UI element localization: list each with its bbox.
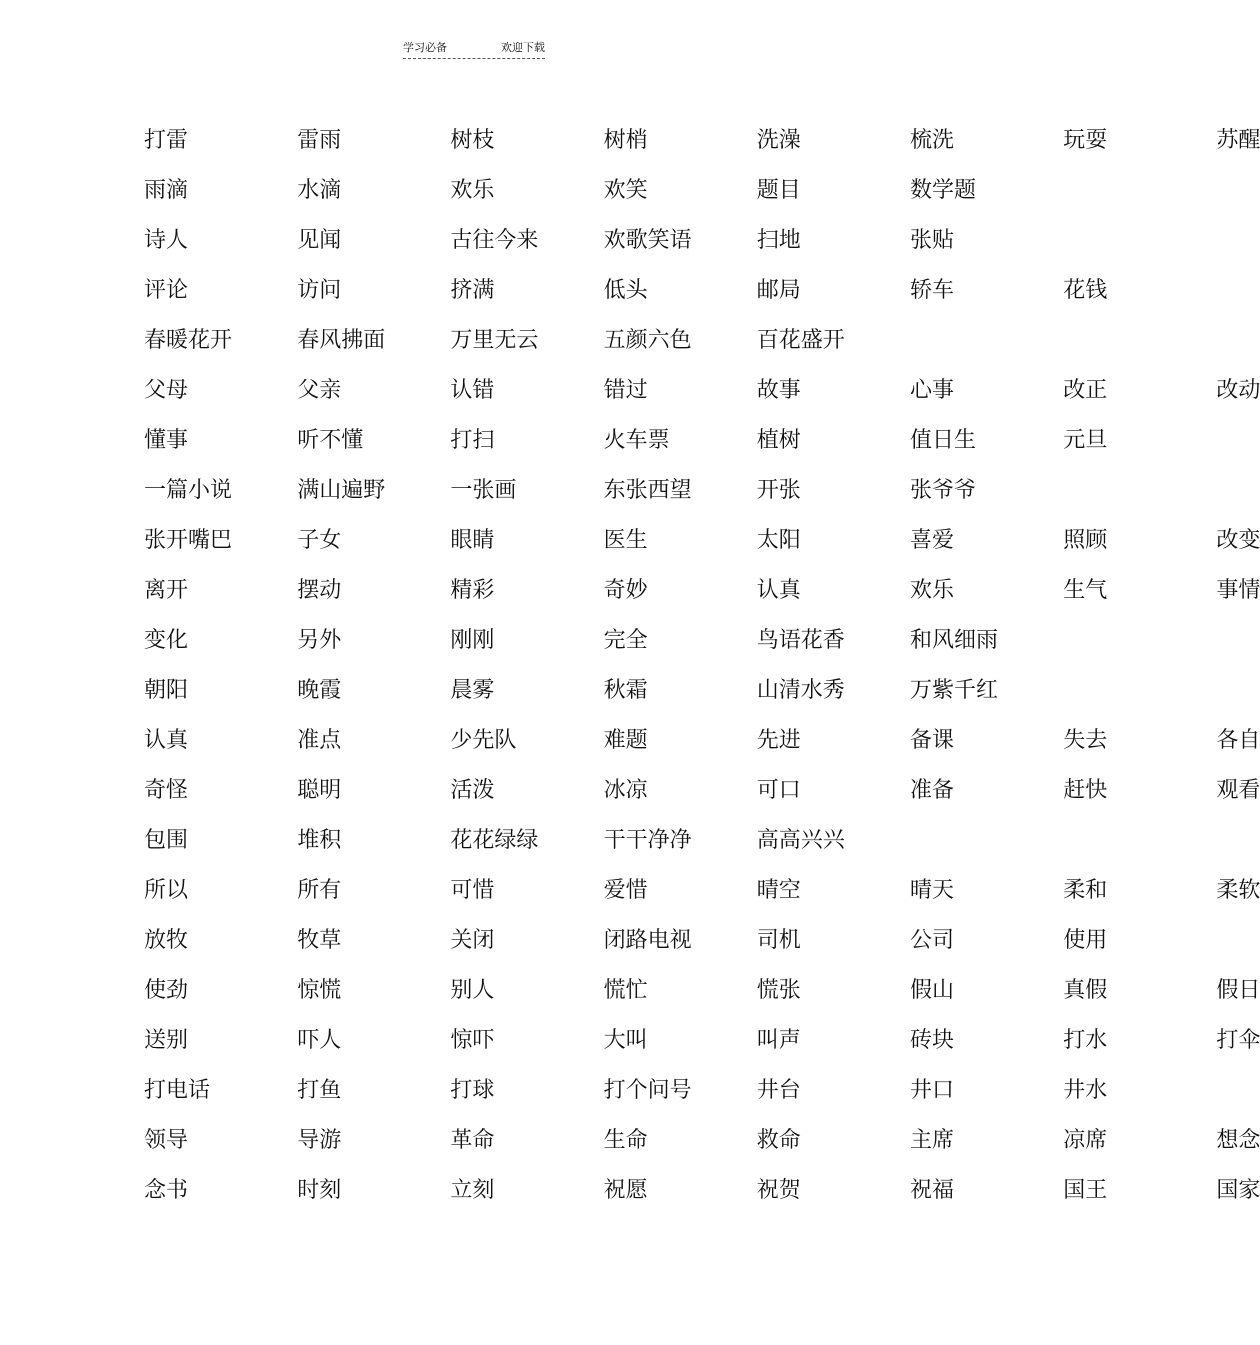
vocabulary-word: 打雷 [144, 128, 189, 153]
vocabulary-word: 晴空 [756, 878, 801, 903]
vocabulary-word: 玩耍 [1063, 128, 1108, 153]
vocabulary-word: 满山遍野 [297, 478, 386, 503]
vocabulary-word: 时刻 [297, 1178, 342, 1203]
vocabulary-word: 领导 [144, 1128, 189, 1153]
vocabulary-word: 别人 [450, 978, 495, 1003]
vocabulary-word: 春风拂面 [297, 328, 386, 353]
vocabulary-word: 慌张 [756, 978, 801, 1003]
page-header [403, 40, 545, 59]
vocabulary-word: 改变 [1216, 528, 1260, 553]
vocabulary-word: 诗人 [144, 228, 189, 253]
vocabulary-word: 树枝 [450, 128, 495, 153]
vocabulary-word: 真假 [1063, 978, 1108, 1003]
vocabulary-word: 苏醒 [1216, 128, 1260, 153]
word-line [144, 622, 999, 672]
vocabulary-word: 高高兴兴 [756, 828, 845, 853]
vocabulary-word: 国家 [1216, 1178, 1260, 1203]
word-line [144, 922, 1108, 972]
vocabulary-word: 先进 [756, 728, 801, 753]
vocabulary-word: 闭路电视 [603, 928, 692, 953]
vocabulary-word: 砖块 [910, 1028, 955, 1053]
vocabulary-word: 叫声 [756, 1028, 801, 1053]
vocabulary-word: 吓人 [297, 1028, 342, 1053]
vocabulary-word: 公司 [910, 928, 955, 953]
vocabulary-word: 放牧 [144, 928, 189, 953]
word-line [144, 1172, 1260, 1222]
vocabulary-word: 国王 [1063, 1178, 1108, 1203]
word-line [144, 372, 1260, 422]
word-line [144, 522, 1260, 572]
vocabulary-word: 生命 [603, 1128, 648, 1153]
vocabulary-word: 访问 [297, 278, 342, 303]
vocabulary-word: 五颜六色 [603, 328, 692, 353]
vocabulary-word: 慌忙 [603, 978, 648, 1003]
vocabulary-word: 东张西望 [603, 478, 692, 503]
word-line [144, 422, 1108, 472]
vocabulary-word: 假日 [1216, 978, 1260, 1003]
vocabulary-word: 心事 [910, 378, 955, 403]
vocabulary-word: 认错 [450, 378, 495, 403]
vocabulary-word: 晴天 [910, 878, 955, 903]
word-line [144, 672, 999, 722]
vocabulary-word: 完全 [603, 628, 648, 653]
vocabulary-word: 离开 [144, 578, 189, 603]
vocabulary-word: 和风细雨 [910, 628, 999, 653]
vocabulary-word: 故事 [756, 378, 801, 403]
word-line [144, 472, 977, 522]
vocabulary-word: 挤满 [450, 278, 495, 303]
vocabulary-word: 雷雨 [297, 128, 342, 153]
vocabulary-word: 惊吓 [450, 1028, 495, 1053]
vocabulary-word: 大叫 [603, 1028, 648, 1053]
vocabulary-word: 聪明 [297, 778, 342, 803]
vocabulary-word: 轿车 [910, 278, 955, 303]
word-line [144, 172, 977, 222]
vocabulary-word: 父亲 [297, 378, 342, 403]
vocabulary-word: 古往今来 [450, 228, 539, 253]
vocabulary-list [144, 122, 1260, 1222]
vocabulary-word: 喜爱 [910, 528, 955, 553]
vocabulary-word: 一篇小说 [144, 478, 233, 503]
vocabulary-word: 张开嘴巴 [144, 528, 233, 553]
vocabulary-word: 欢乐 [450, 178, 495, 203]
vocabulary-word: 元旦 [1063, 428, 1108, 453]
vocabulary-word: 秋霜 [603, 678, 648, 703]
vocabulary-word: 张贴 [910, 228, 955, 253]
vocabulary-word: 冰凉 [603, 778, 648, 803]
vocabulary-word: 雨滴 [144, 178, 189, 203]
vocabulary-word: 值日生 [910, 428, 977, 453]
vocabulary-word: 事情 [1216, 578, 1260, 603]
vocabulary-word: 观看 [1216, 778, 1260, 803]
vocabulary-word: 眼睛 [450, 528, 495, 553]
word-line [144, 772, 1260, 822]
vocabulary-word: 欢笑 [603, 178, 648, 203]
word-line [144, 322, 904, 372]
word-line [144, 1072, 1108, 1122]
vocabulary-word: 花花绿绿 [450, 828, 539, 853]
vocabulary-word: 可惜 [450, 878, 495, 903]
vocabulary-word: 使用 [1063, 928, 1108, 953]
vocabulary-word: 子女 [297, 528, 342, 553]
header-left-text: 学习必备 [403, 41, 447, 54]
word-line [144, 872, 1260, 922]
vocabulary-word: 植树 [756, 428, 801, 453]
vocabulary-word: 使劲 [144, 978, 189, 1003]
vocabulary-word: 题目 [756, 178, 801, 203]
vocabulary-word: 革命 [450, 1128, 495, 1153]
vocabulary-word: 摆动 [297, 578, 342, 603]
vocabulary-word: 邮局 [756, 278, 801, 303]
vocabulary-word: 懂事 [144, 428, 189, 453]
word-line [144, 1022, 1260, 1072]
vocabulary-word: 可口 [756, 778, 801, 803]
word-line [144, 122, 1260, 172]
vocabulary-word: 见闻 [297, 228, 342, 253]
vocabulary-word: 听不懂 [297, 428, 364, 453]
word-line [144, 272, 1108, 322]
vocabulary-word: 备课 [910, 728, 955, 753]
vocabulary-word: 鸟语花香 [756, 628, 845, 653]
word-line [144, 822, 904, 872]
vocabulary-word: 救命 [756, 1128, 801, 1153]
vocabulary-word: 改动 [1216, 378, 1260, 403]
vocabulary-word: 各自 [1216, 728, 1260, 753]
vocabulary-word: 牧草 [297, 928, 342, 953]
vocabulary-word: 朝阳 [144, 678, 189, 703]
vocabulary-word: 洗澡 [756, 128, 801, 153]
vocabulary-word: 导游 [297, 1128, 342, 1153]
vocabulary-word: 干干净净 [603, 828, 692, 853]
vocabulary-word: 晚霞 [297, 678, 342, 703]
vocabulary-word: 想念 [1216, 1128, 1260, 1153]
vocabulary-word: 张爷爷 [910, 478, 977, 503]
vocabulary-word: 爱惜 [603, 878, 648, 903]
vocabulary-word: 花钱 [1063, 278, 1108, 303]
word-line [144, 572, 1260, 622]
vocabulary-word: 假山 [910, 978, 955, 1003]
vocabulary-word: 变化 [144, 628, 189, 653]
vocabulary-word: 所有 [297, 878, 342, 903]
vocabulary-word: 主席 [910, 1128, 955, 1153]
vocabulary-word: 认真 [756, 578, 801, 603]
vocabulary-word: 开张 [756, 478, 801, 503]
vocabulary-word: 树梢 [603, 128, 648, 153]
vocabulary-word: 堆积 [297, 828, 342, 853]
vocabulary-word: 柔和 [1063, 878, 1108, 903]
word-line [144, 972, 1260, 1022]
vocabulary-word: 准备 [910, 778, 955, 803]
vocabulary-word: 赶快 [1063, 778, 1108, 803]
vocabulary-word: 医生 [603, 528, 648, 553]
vocabulary-word: 认真 [144, 728, 189, 753]
vocabulary-word: 精彩 [450, 578, 495, 603]
vocabulary-word: 打个问号 [603, 1078, 692, 1103]
vocabulary-word: 评论 [144, 278, 189, 303]
vocabulary-word: 晨雾 [450, 678, 495, 703]
vocabulary-word: 改正 [1063, 378, 1108, 403]
vocabulary-word: 柔软 [1216, 878, 1260, 903]
vocabulary-word: 低头 [603, 278, 648, 303]
vocabulary-word: 所以 [144, 878, 189, 903]
vocabulary-word: 山清水秀 [756, 678, 845, 703]
vocabulary-word: 照顾 [1063, 528, 1108, 553]
vocabulary-word: 太阳 [756, 528, 801, 553]
vocabulary-word: 欢歌笑语 [603, 228, 692, 253]
vocabulary-word: 关闭 [450, 928, 495, 953]
vocabulary-word: 水滴 [297, 178, 342, 203]
vocabulary-word: 万紫千红 [910, 678, 999, 703]
vocabulary-word: 祝愿 [603, 1178, 648, 1203]
vocabulary-word: 扫地 [756, 228, 801, 253]
vocabulary-word: 奇妙 [603, 578, 648, 603]
vocabulary-word: 打电话 [144, 1078, 211, 1103]
vocabulary-word: 活泼 [450, 778, 495, 803]
vocabulary-word: 难题 [603, 728, 648, 753]
vocabulary-word: 打鱼 [297, 1078, 342, 1103]
word-line [144, 222, 955, 272]
vocabulary-word: 春暖花开 [144, 328, 233, 353]
vocabulary-word: 百花盛开 [756, 328, 845, 353]
vocabulary-word: 父母 [144, 378, 189, 403]
word-line [144, 1122, 1260, 1172]
word-line [144, 722, 1260, 772]
vocabulary-word: 送别 [144, 1028, 189, 1053]
vocabulary-word: 念书 [144, 1178, 189, 1203]
vocabulary-word: 梳洗 [910, 128, 955, 153]
vocabulary-word: 欢乐 [910, 578, 955, 603]
vocabulary-word: 少先队 [450, 728, 517, 753]
vocabulary-word: 打球 [450, 1078, 495, 1103]
vocabulary-word: 井水 [1063, 1078, 1108, 1103]
vocabulary-word: 惊慌 [297, 978, 342, 1003]
vocabulary-word: 祝福 [910, 1178, 955, 1203]
vocabulary-word: 准点 [297, 728, 342, 753]
vocabulary-word: 立刻 [450, 1178, 495, 1203]
vocabulary-word: 打水 [1063, 1028, 1108, 1053]
vocabulary-word: 包围 [144, 828, 189, 853]
vocabulary-word: 火车票 [603, 428, 670, 453]
vocabulary-word: 数学题 [910, 178, 977, 203]
vocabulary-word: 井口 [910, 1078, 955, 1103]
header-right-text: 欢迎下载 [501, 41, 545, 54]
vocabulary-word: 生气 [1063, 578, 1108, 603]
vocabulary-word: 凉席 [1063, 1128, 1108, 1153]
vocabulary-word: 祝贺 [756, 1178, 801, 1203]
vocabulary-word: 井台 [756, 1078, 801, 1103]
vocabulary-word: 奇怪 [144, 778, 189, 803]
vocabulary-word: 打扫 [450, 428, 495, 453]
vocabulary-word: 刚刚 [450, 628, 495, 653]
vocabulary-word: 司机 [756, 928, 801, 953]
vocabulary-word: 错过 [603, 378, 648, 403]
vocabulary-word: 万里无云 [450, 328, 539, 353]
vocabulary-word: 失去 [1063, 728, 1108, 753]
vocabulary-word: 打伞 [1216, 1028, 1260, 1053]
vocabulary-word: 另外 [297, 628, 342, 653]
vocabulary-word: 一张画 [450, 478, 517, 503]
